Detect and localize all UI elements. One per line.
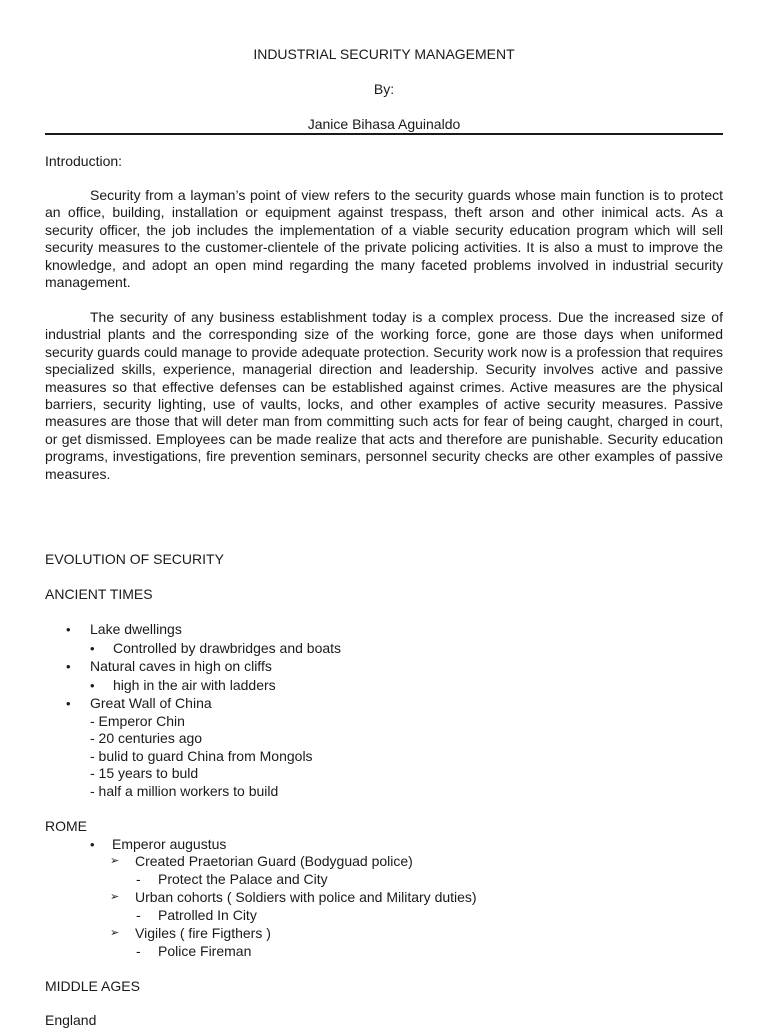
- arrow-bullet-icon: ➢: [110, 927, 120, 939]
- list-subitem-label: Police Fireman: [158, 943, 252, 959]
- list-item-label: Created Praetorian Guard (Bodyguad police): [135, 853, 413, 869]
- arrow-bullet-icon: ➢: [110, 891, 120, 903]
- list-subitem: • Controlled by drawbridges and boats: [113, 640, 341, 658]
- list-detail: - 15 years to buld: [90, 765, 199, 781]
- document-by: By:: [373, 81, 395, 97]
- dash-bullet: -: [136, 907, 141, 923]
- list-detail: - bulid to guard China from Mongols: [90, 748, 313, 764]
- list-detail: - 20 centuries ago: [90, 730, 203, 746]
- list-item-urban-cohorts: [110, 889, 477, 907]
- intro-paragraph-1: Security from a layman’s point of view refers to the security guards whose main function is to protect an office, building, installation or equipment against trespass, theft arson and other inimical acts. As a security officer, the job includes the implementation of a viable security education program which will sell security measures to the customer-clientele of the private policing activities. It is also a must to improve the knowledge, and adopt an open mind regarding the many faceted problems involved in industrial security management.: [45, 187, 723, 291]
- intro-paragraph-2: The security of any business establishment today is a complex process. Due the increased size of industrial plants and the corresponding size of the working force, gone are those days when uniformed security guards could manage to provide adequate protection. Security work now is a profession that requires specialized skills, experience, managerial direction and leadership. Security involves active and passive measures so that effective defenses can be established against crimes. Active measures are the physical barriers, security lighting, use of vaults, locks, and other examples of active security measures. Passive measures are those that will deter man from committing such acts for fear of being caught, charged in court, or get dismissed. Employees can be made realize that acts and therefore are punishable. Security education programs, investigations, fire prevention seminars, personnel security checks are other examples of passive measures.: [45, 309, 723, 482]
- intro-heading: Introduction:: [45, 153, 123, 169]
- list-subitem-label: Protect the Palace and City: [158, 871, 328, 887]
- list-subitem: [136, 871, 328, 889]
- document-title: INDUSTRIAL SECURITY MANAGEMENT: [253, 46, 515, 62]
- list-item-vigiles: [110, 925, 271, 943]
- list-detail: - Emperor Chin: [90, 713, 185, 729]
- evolution-heading: EVOLUTION OF SECURITY: [45, 551, 224, 567]
- dash-bullet: -: [136, 871, 141, 887]
- england-heading: England: [45, 1012, 97, 1028]
- list-item-lake-dwellings: • Lake dwellings: [90, 621, 182, 639]
- list-item-label: Urban cohorts ( Soldiers with police and Military duties): [135, 889, 477, 905]
- list-detail: - half a million workers to build: [90, 783, 279, 799]
- list-item-natural-caves: • Natural caves in high on cliffs: [90, 658, 272, 676]
- list-subitem: [136, 907, 257, 925]
- arrow-bullet-icon: ➢: [110, 855, 120, 867]
- middle-ages-heading: MIDDLE AGES: [45, 978, 140, 994]
- list-item-emperor-augustus: • Emperor augustus: [112, 836, 226, 854]
- list-item-praetorian-guard: [110, 853, 413, 871]
- list-item-label: Vigiles ( fire Figthers ): [135, 925, 271, 941]
- list-subitem: [136, 943, 252, 961]
- list-subitem: • high in the air with ladders: [113, 677, 276, 695]
- rome-heading: ROME: [45, 818, 87, 834]
- title-rule: [45, 133, 723, 135]
- list-subitem-label: Patrolled In City: [158, 907, 257, 923]
- ancient-times-heading: ANCIENT TIMES: [45, 586, 153, 602]
- document-author: Janice Bihasa Aguinaldo: [307, 116, 461, 132]
- list-item-great-wall: • Great Wall of China: [90, 695, 212, 713]
- dash-bullet: -: [136, 943, 141, 959]
